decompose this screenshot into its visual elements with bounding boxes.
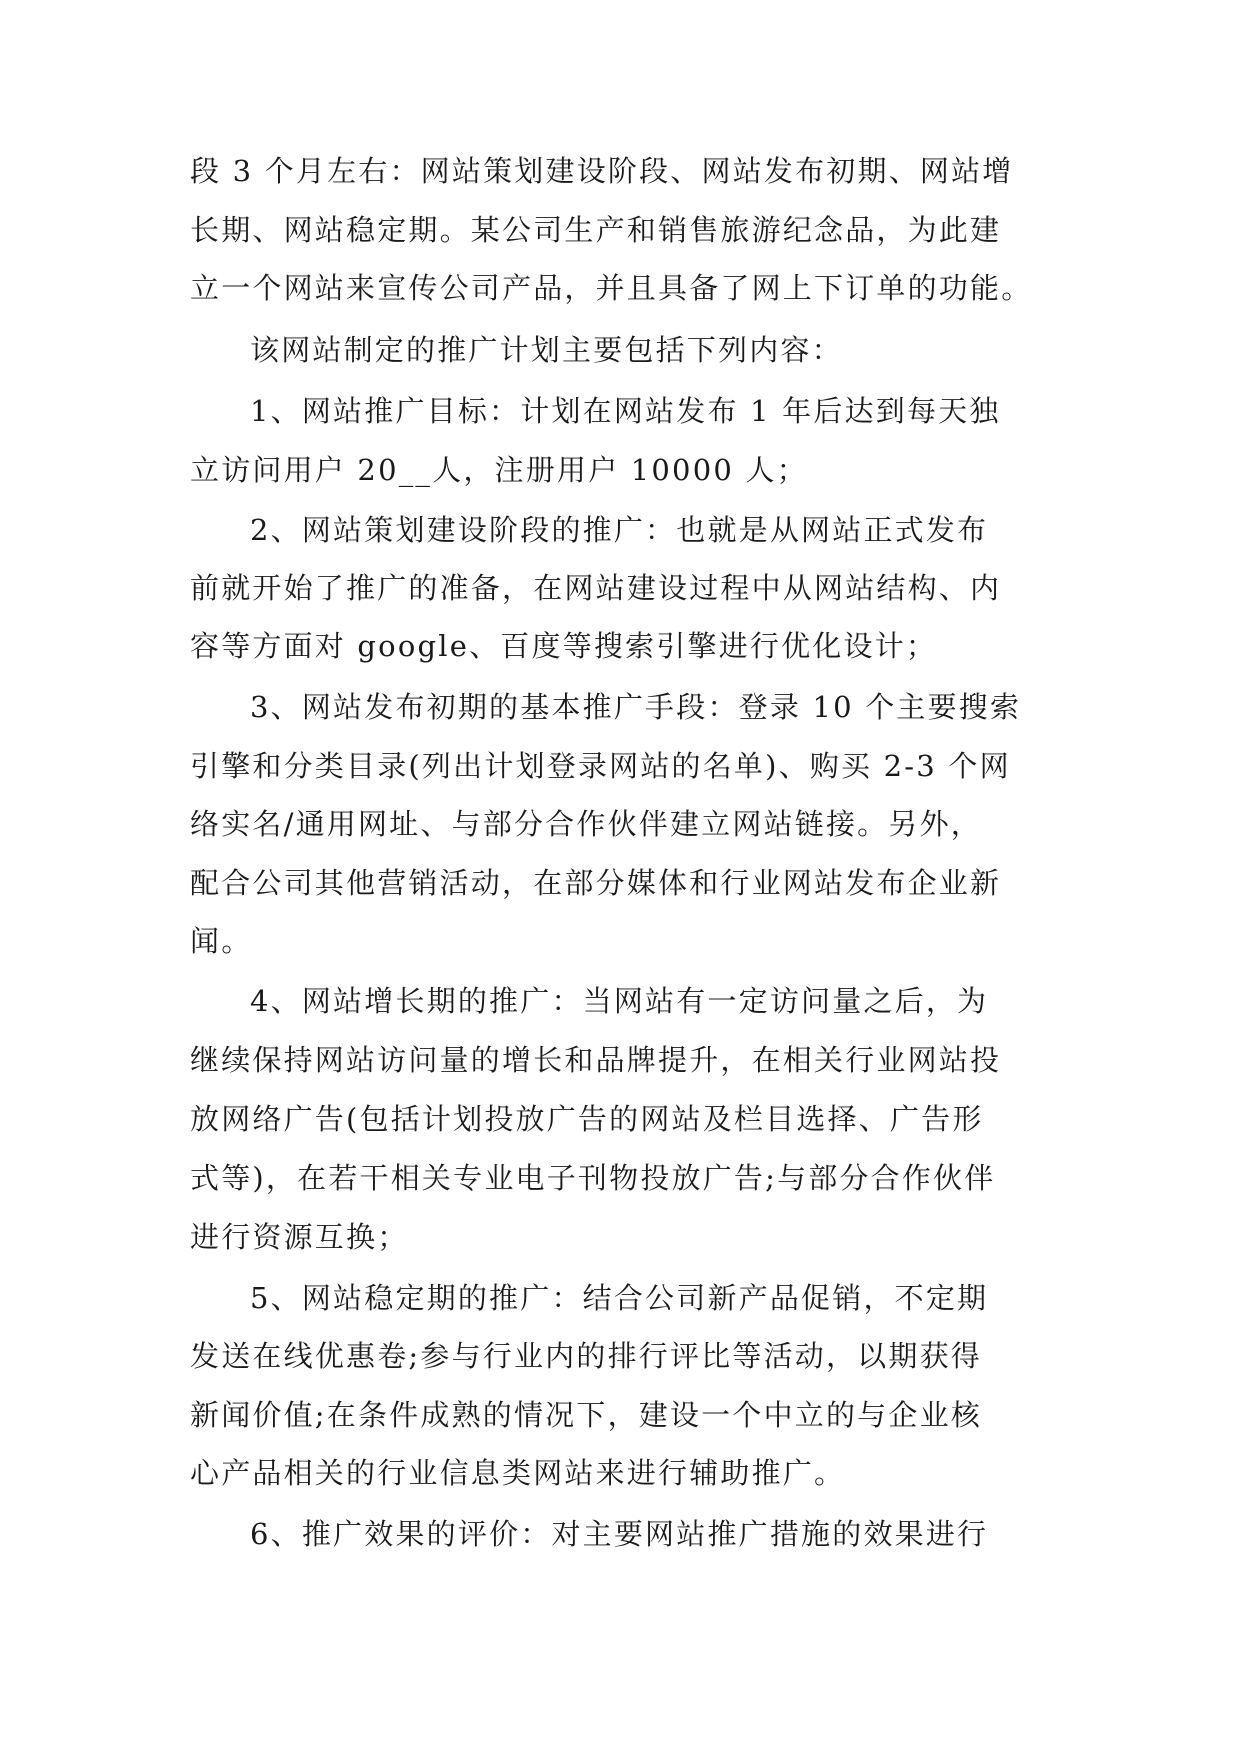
text-line: 新闻价值;在条件成熟的情况下，建设一个中立的与企业核 xyxy=(190,1398,982,1432)
paragraph-intro: 该网站制定的推广计划主要包括下列内容： xyxy=(250,333,843,367)
text-line: 立访问用户 20__人，注册用户 10000 人； xyxy=(190,453,808,487)
list-item-6: 6、推广效果的评价：对主要网站推广措施的效果进行 xyxy=(250,1517,989,1551)
list-item-3: 3、网站发布初期的基本推广手段：登录 10 个主要搜索 xyxy=(250,690,1022,724)
list-item-5: 5、网站稳定期的推广：结合公司新产品促销，不定期 xyxy=(250,1281,989,1315)
text-line: 引擎和分类目录(列出计划登录网站的名单)、购买 2-3 个网 xyxy=(190,749,1011,783)
text-line: 立一个网站来宣传公司产品，并且具备了网上下订单的功能。 xyxy=(190,271,1033,305)
text-line: 长期、网站稳定期。某公司生产和销售旅游纪念品，为此建 xyxy=(190,213,1002,247)
text-line: 式等)，在若干相关专业电子刊物投放广告;与部分合作伙伴 xyxy=(190,1161,996,1195)
text-line: 配合公司其他营销活动，在部分媒体和行业网站发布企业新 xyxy=(190,866,1002,900)
text-line: 容等方面对 google、百度等搜索引擎进行优化设计； xyxy=(190,629,938,663)
list-item-4: 4、网站增长期的推广：当网站有一定访问量之后，为 xyxy=(250,984,989,1018)
text-line: 放网络广告(包括计划投放广告的网站及栏目选择、广告形 xyxy=(190,1102,984,1136)
text-line: 前就开始了推广的准备，在网站建设过程中从网站结构、内 xyxy=(190,571,1002,605)
text-line: 段 3 个月左右：网站策划建设阶段、网站发布初期、网站增 xyxy=(190,154,1014,188)
text-line: 继续保持网站访问量的增长和品牌提升，在相关行业网站投 xyxy=(190,1043,1002,1077)
list-item-2: 2、网站策划建设阶段的推广：也就是从网站正式发布 xyxy=(250,513,989,547)
text-line: 闻。 xyxy=(190,924,253,958)
text-line: 进行资源互换； xyxy=(190,1220,409,1254)
text-line: 发送在线优惠卷;参与行业内的排行评比等活动，以期获得 xyxy=(190,1339,982,1373)
text-line: 络实名/通用网址、与部分合作伙伴建立网站链接。另外， xyxy=(190,807,982,841)
list-item-1: 1、网站推广目标：计划在网站发布 1 年后达到每天独 xyxy=(250,394,1001,428)
text-line: 心产品相关的行业信息类网站来进行辅助推广。 xyxy=(190,1456,846,1490)
